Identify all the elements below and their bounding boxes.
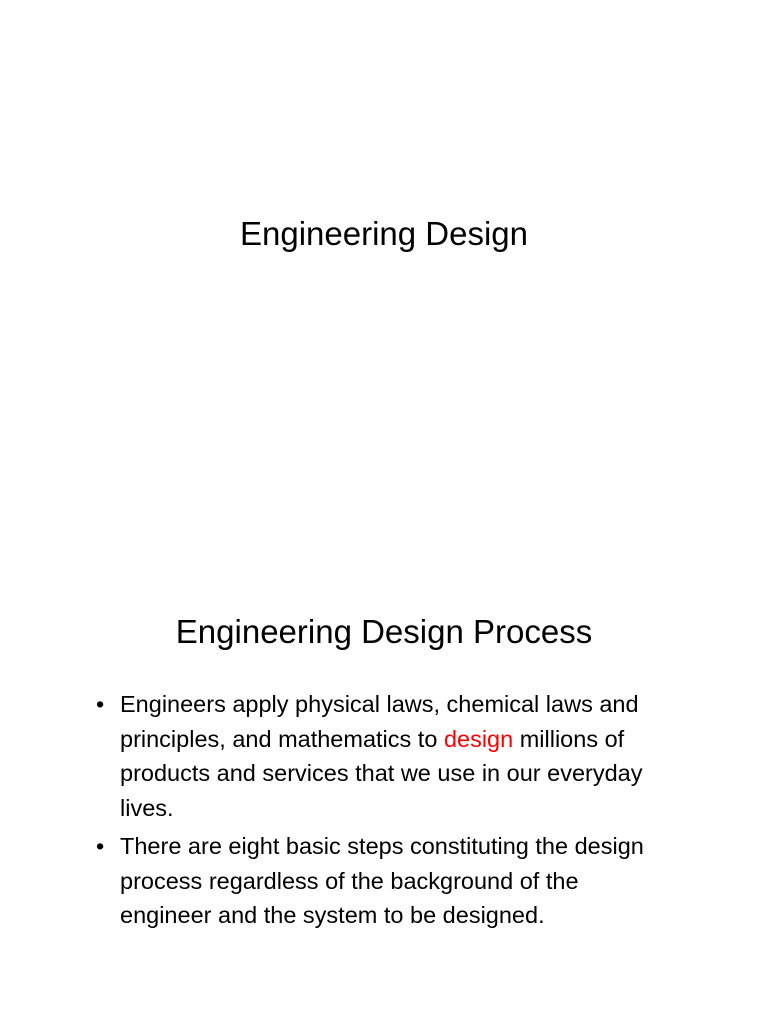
bullet-item bbox=[96, 687, 676, 825]
bullet-list bbox=[96, 687, 676, 937]
bullet-text: millions of products and services that we use in our everyday lives. bbox=[120, 725, 643, 821]
slide-title: Engineering Design bbox=[239, 215, 529, 252]
content-slide bbox=[0, 512, 768, 1024]
bullet-item bbox=[96, 829, 676, 933]
slide-title: Engineering Design Process bbox=[175, 613, 593, 650]
bullet-icon: • bbox=[96, 691, 105, 717]
bullet-icon: • bbox=[96, 833, 105, 859]
bullet-text: There are eight basic steps constituting the design process regardless of the background of the engineer and the system to be designed. bbox=[120, 833, 644, 928]
highlighted-word: design bbox=[443, 725, 514, 752]
bullet-text: Engineers apply physical laws, chemical laws and principles, and mathematics to bbox=[120, 691, 639, 752]
